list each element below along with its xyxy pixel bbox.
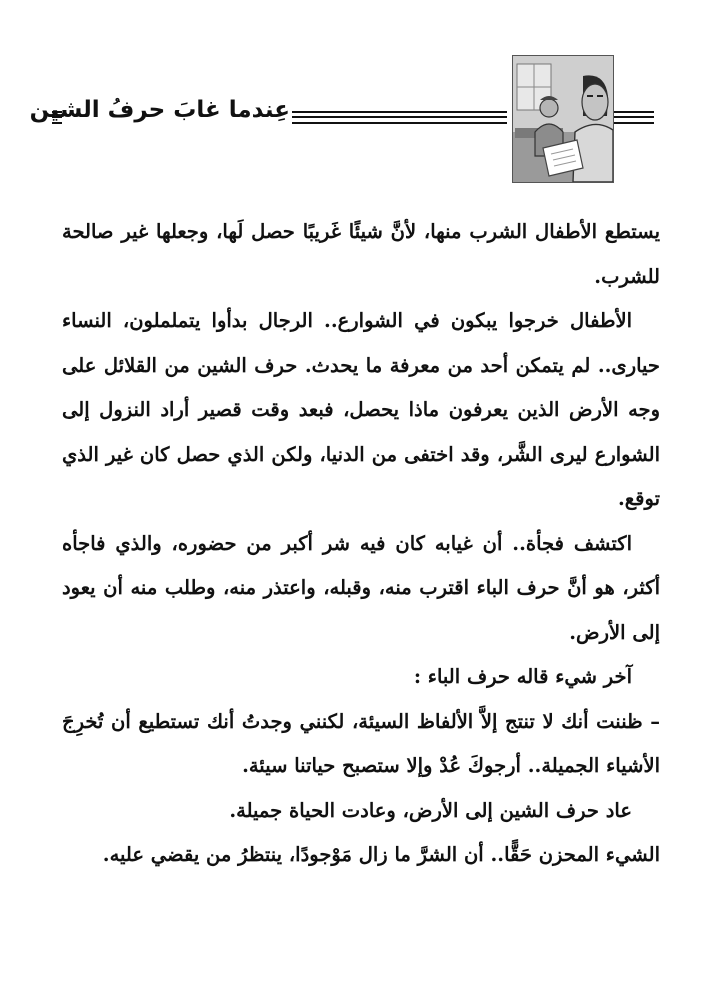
header-rule-right xyxy=(292,111,507,124)
story-text xyxy=(62,210,660,878)
chapter-title: عِندما غابَ حرفُ الشين xyxy=(29,97,290,123)
paragraph: عاد حرف الشين إلى الأرض، وعادت الحياة جميلة. xyxy=(229,798,632,822)
paragraph: الأطفال خرجوا يبكون في الشوارع.. الرجال بدأوا يتململون، النساء حيارى.. لم يتمكن أحد من معرفة ما يحدث. حرف الشين من القلائل على وجه الأرض الذين يعرفون ماذا يحصل، فبعد وقت قصير أراد النزول إلى الشوارع ليرى الشَّر، وقد اختفى من الدنيا، ولكن الذي حصل كان غير الذي توقع. xyxy=(62,309,660,510)
two-men-illustration xyxy=(512,55,614,183)
paragraph: اكتشف فجأة.. أن غيابه كان فيه شر أكبر من حضوره، والذي فاجأه أكثر، هو أنَّ حرف الباء اقترب منه، وقبله، واعتذر منه، وطلب منه أن يعود إلى الأرض. xyxy=(62,531,660,644)
header-rule-right-outer xyxy=(612,111,654,124)
header-rule-left xyxy=(52,111,62,124)
chapter-header xyxy=(0,55,720,185)
paragraph: الشيء المحزن حَقًّا.. أن الشرَّ ما زال مَوْجودًا، ينتظرُ من يقضي عليه. xyxy=(102,843,660,866)
paragraph: يستطع الأطفال الشرب منها، لأنَّ شيئًا غَريبًا حصل لَها، وجعلها غير صالحة للشرب. xyxy=(62,220,660,288)
dialogue-paragraph: – ظننت أنك لا تنتج إلاَّ الألفاظ السيئة، لكنني وجدتُ أنك تستطيع أن تُخرِجَ الأشياء الجميلة.. أرجوكَ عُدْ وإلا ستصبح حياتنا سيئة. xyxy=(62,709,660,777)
paragraph: آخر شيء قاله حرف الباء : xyxy=(413,665,632,688)
